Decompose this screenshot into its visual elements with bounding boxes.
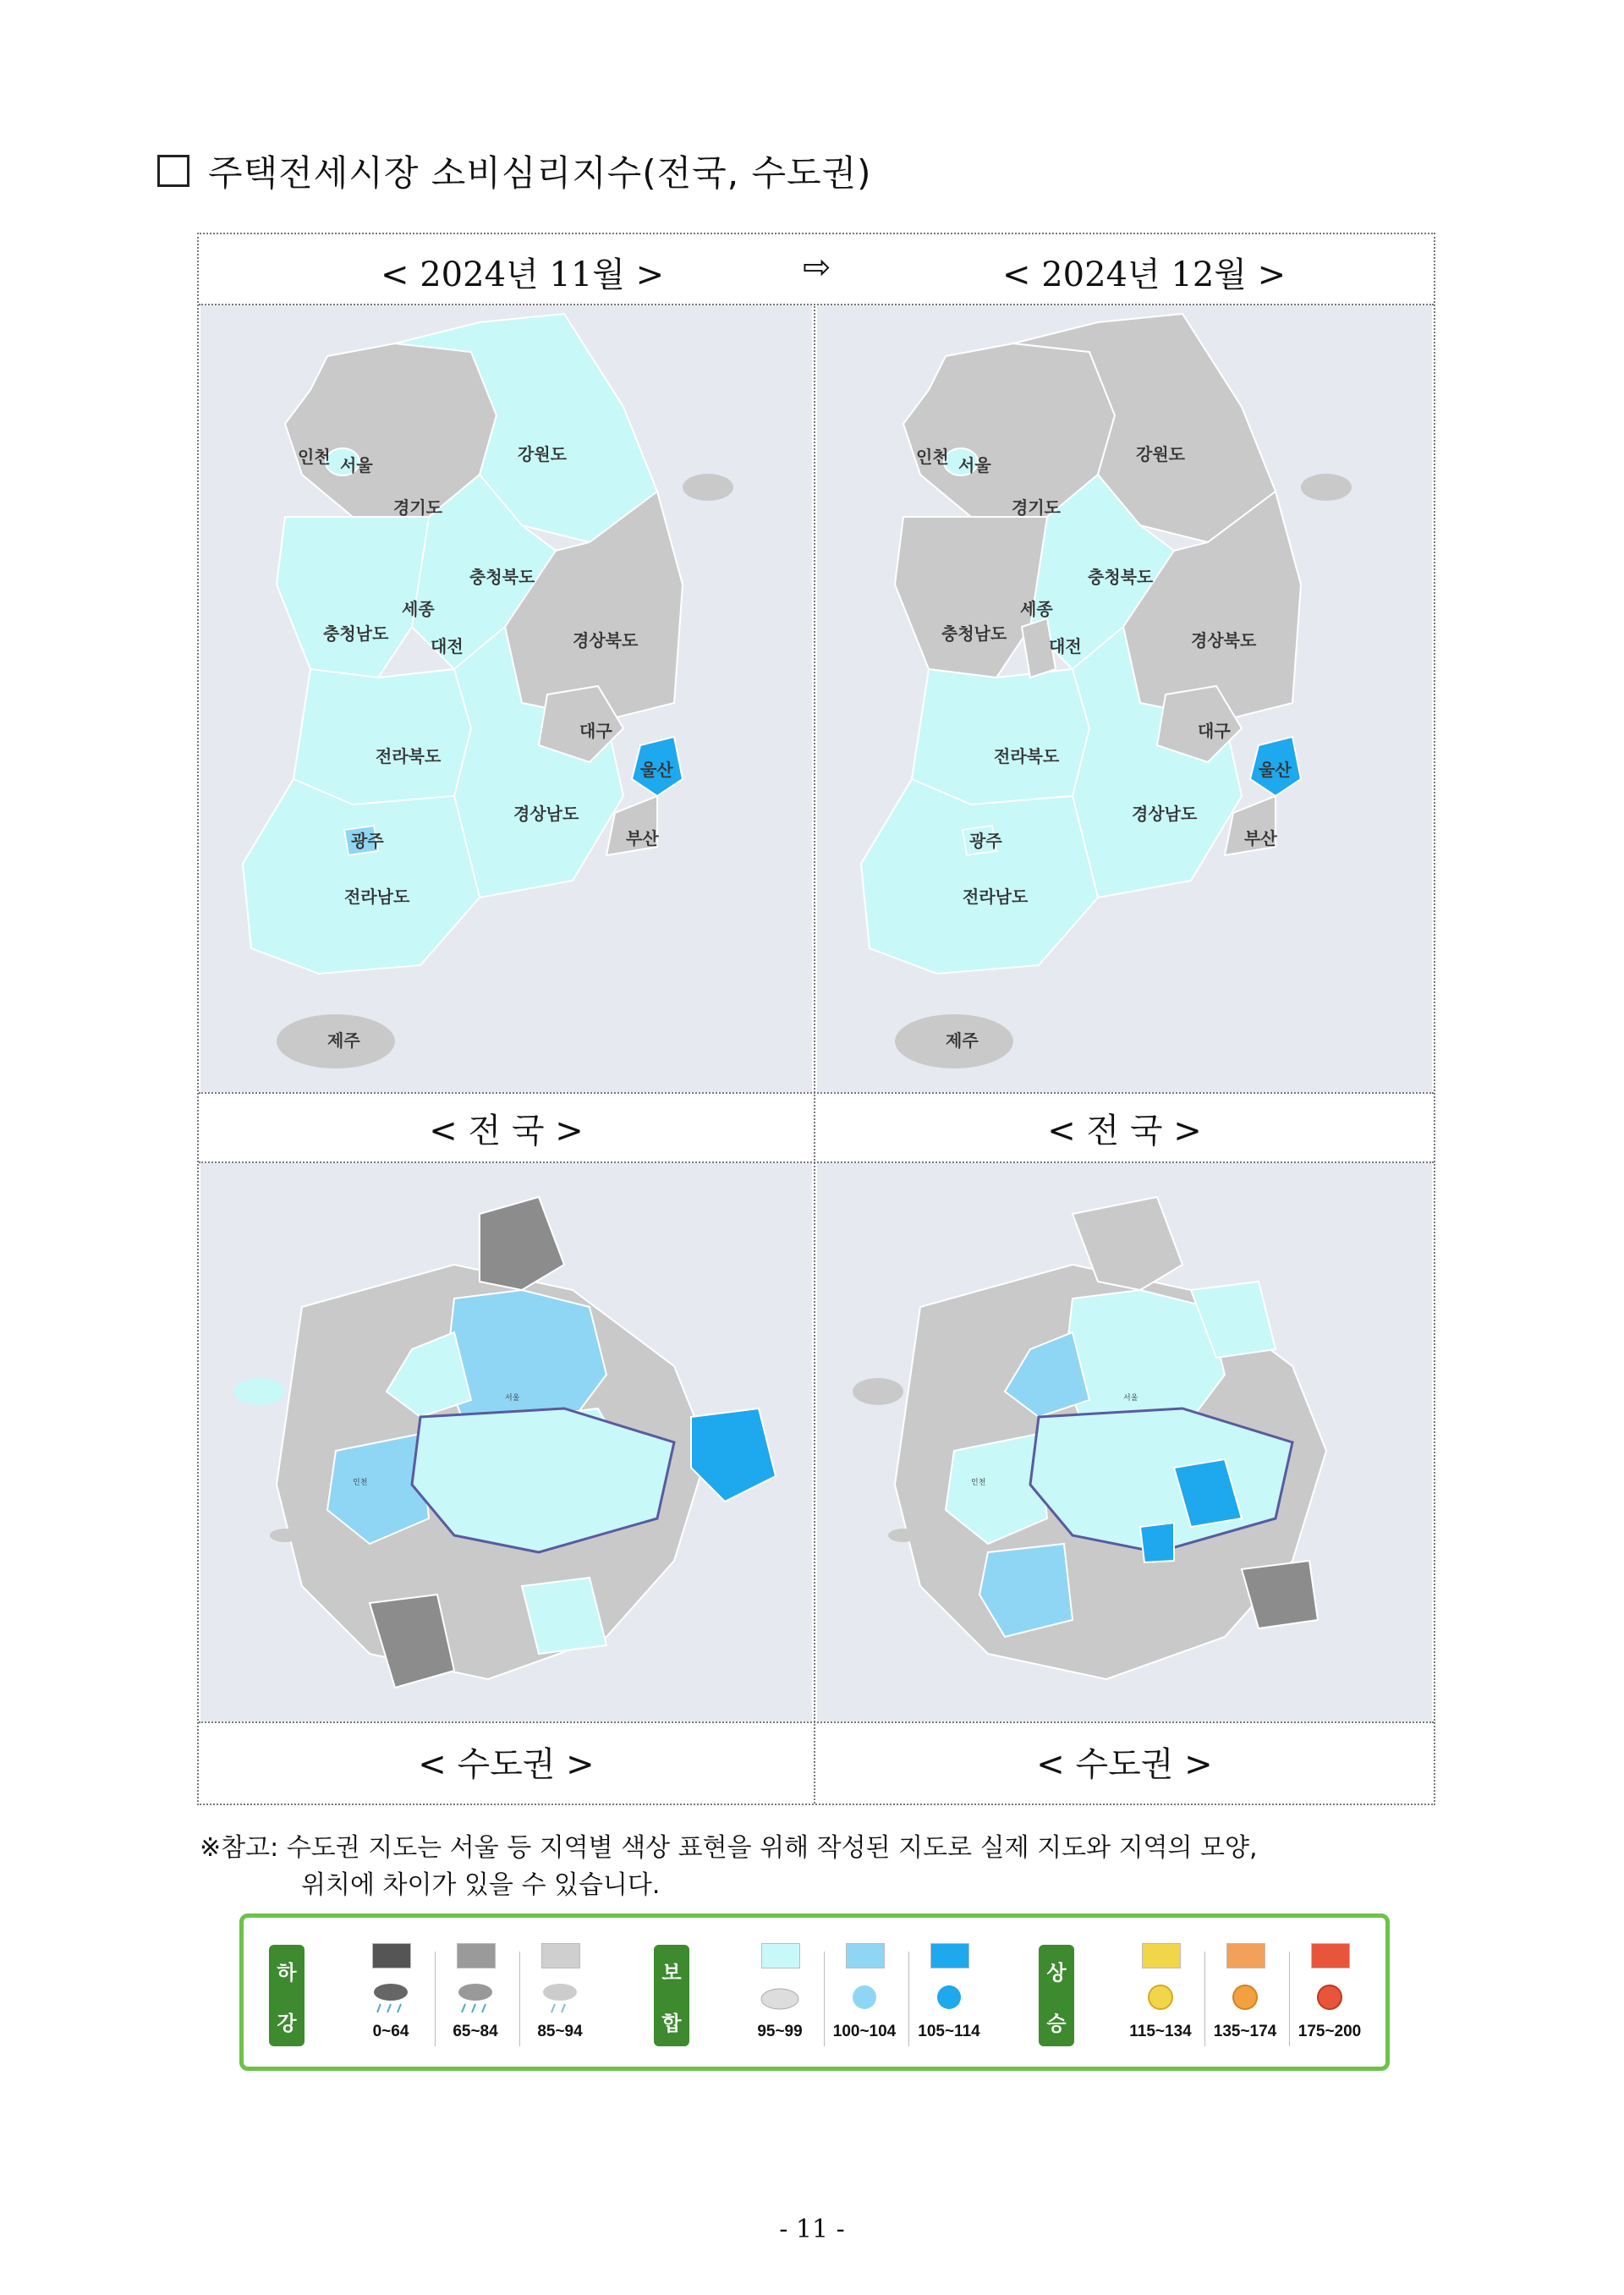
legend-range: 100~104 — [832, 2023, 897, 2040]
note-line-1: ※참고: 수도권 지도는 서울 등 지역별 색상 표현을 위해 작성된 지도로 실제 지도와 지역의 모양, — [200, 1833, 1258, 1863]
label-capital-incheon: 인천 — [971, 1479, 986, 1487]
legend-swatch — [846, 1943, 885, 1968]
label-daegu: 대구 — [1198, 721, 1231, 741]
page-title — [157, 145, 872, 196]
rain-cloud-icon — [450, 1979, 501, 2016]
arrow-right-icon: ⇨ — [803, 248, 831, 287]
label-jeonbuk: 전라북도 — [376, 746, 442, 766]
legend-item — [827, 1943, 902, 2053]
month-left: < 2024년 11월 > — [381, 255, 665, 294]
nation-map-nov — [200, 305, 812, 1092]
legend-range: 175~200 — [1298, 2023, 1362, 2040]
row-divider — [199, 1721, 1434, 1723]
legend-swatch — [541, 1943, 580, 1968]
capital-map-nov-svg — [200, 1163, 812, 1721]
label-ulsan: 울산 — [640, 760, 673, 780]
page-number: - 11 - — [779, 2215, 845, 2244]
capital-map-dec-svg — [817, 1163, 1432, 1721]
label-gangwon: 강원도 — [518, 444, 567, 464]
legend-range: 65~84 — [453, 2023, 498, 2040]
rain-cloud-icon — [365, 1979, 416, 2016]
label-jeonbuk: 전라북도 — [994, 746, 1060, 766]
label-seoul: 서울 — [340, 455, 373, 475]
label-gyeongnam: 경상남도 — [513, 804, 579, 824]
map-comparison-table — [197, 233, 1435, 1805]
island-ulleung — [683, 474, 733, 501]
legend-range: 105~114 — [918, 2023, 980, 2040]
legend-item — [1123, 1943, 1198, 2053]
light-rain-cloud-icon — [535, 1979, 585, 2016]
cloud-icon — [754, 1979, 805, 2016]
legend — [239, 1913, 1390, 2071]
label-sejong: 세종 — [402, 599, 435, 619]
label-jeju: 제주 — [327, 1030, 360, 1051]
region-jeonnam — [243, 779, 480, 974]
label-jeju: 제주 — [946, 1030, 979, 1051]
region-jeonbuk — [294, 669, 471, 804]
label-sejong: 세종 — [1020, 599, 1053, 619]
label-jeonnam: 전라남도 — [344, 887, 410, 907]
title-text: 주택전세시장 소비심리지수(전국, 수도권) — [208, 152, 872, 194]
sun-yellow-icon — [1135, 1979, 1186, 2016]
label-ulsan: 울산 — [1259, 760, 1292, 780]
label-gwangju: 광주 — [969, 831, 1002, 851]
nation-map-nov-svg — [200, 305, 812, 1092]
label-jeonnam: 전라남도 — [963, 887, 1029, 907]
legend-item — [523, 1943, 597, 2053]
legend-item — [743, 1943, 817, 2053]
label-gangwon: 강원도 — [1136, 444, 1185, 464]
month-header — [199, 234, 1434, 305]
month-right: < 2024년 12월 > — [1002, 255, 1287, 294]
label-chungbuk: 충청북도 — [469, 567, 535, 587]
legend-tag-flat: 보 합 — [654, 1945, 689, 2046]
label-incheon: 인천 — [298, 447, 331, 467]
note-line-2: 위치에 차이가 있을 수 있습니다. — [301, 1870, 661, 1900]
reference-note — [200, 1830, 1258, 1904]
legend-range: 0~64 — [372, 2023, 409, 2040]
region-chungnam — [277, 517, 429, 678]
legend-swatch — [457, 1943, 496, 1968]
label-chungbuk: 충청북도 — [1088, 567, 1154, 587]
legend-item — [1292, 1943, 1367, 2053]
legend-range: 85~94 — [537, 2023, 583, 2040]
label-busan: 부산 — [1244, 828, 1277, 848]
sun-red-icon — [1304, 1979, 1355, 2016]
label-chungnam: 충청남도 — [323, 623, 389, 644]
label-gyeongbuk: 경상북도 — [1191, 630, 1257, 651]
label-gwangju: 광주 — [351, 831, 384, 851]
legend-tag-down: 하 강 — [269, 1945, 304, 2046]
label-seoul: 서울 — [958, 455, 991, 475]
label-chungnam: 충청남도 — [941, 623, 1007, 644]
legend-swatch — [761, 1943, 800, 1968]
legend-range: 95~99 — [757, 2023, 803, 2040]
capital-map-dec — [817, 1163, 1432, 1721]
legend-item — [1208, 1943, 1282, 2053]
label-daejeon: 대전 — [1049, 636, 1082, 656]
nation-map-dec — [817, 305, 1432, 1092]
label-gyeongnam: 경상남도 — [1132, 804, 1198, 824]
label-busan: 부산 — [626, 828, 659, 848]
column-divider — [814, 304, 815, 1804]
label-capital-incheon: 인천 — [353, 1479, 368, 1487]
capital-map-nov — [200, 1163, 812, 1721]
legend-item — [354, 1943, 428, 2053]
caption-capital-right: < 수도권 > — [1036, 1744, 1213, 1784]
legend-tag-up: 상 승 — [1039, 1945, 1074, 2046]
label-gyeonggi: 경기도 — [1012, 497, 1061, 518]
label-capital-seoul: 서울 — [1123, 1394, 1138, 1403]
legend-range: 135~174 — [1213, 2023, 1277, 2040]
legend-item — [438, 1943, 513, 2053]
label-gyeonggi: 경기도 — [393, 497, 442, 518]
label-daejeon: 대전 — [431, 636, 464, 656]
legend-swatch — [372, 1943, 411, 1968]
legend-range: 115~134 — [1129, 2023, 1192, 2040]
sun-blue-icon — [924, 1979, 974, 2016]
legend-swatch — [1142, 1943, 1181, 1968]
caption-capital-left: < 수도권 > — [418, 1744, 595, 1784]
label-capital-seoul: 서울 — [505, 1394, 520, 1403]
label-incheon: 인천 — [916, 447, 949, 467]
legend-swatch — [1226, 1943, 1265, 1968]
legend-swatch — [1311, 1943, 1350, 1968]
checkbox-icon — [157, 155, 189, 187]
legend-item — [912, 1943, 986, 2053]
caption-nation-left: < 전 국 > — [429, 1111, 584, 1150]
legend-swatch — [930, 1943, 969, 1968]
caption-nation-right: < 전 국 > — [1047, 1111, 1202, 1150]
sun-blue-icon — [839, 1979, 890, 2016]
nation-map-dec-svg — [817, 305, 1432, 1092]
label-daegu: 대구 — [579, 721, 612, 741]
sun-orange-icon — [1220, 1979, 1270, 2016]
label-gyeongbuk: 경상북도 — [573, 630, 639, 651]
